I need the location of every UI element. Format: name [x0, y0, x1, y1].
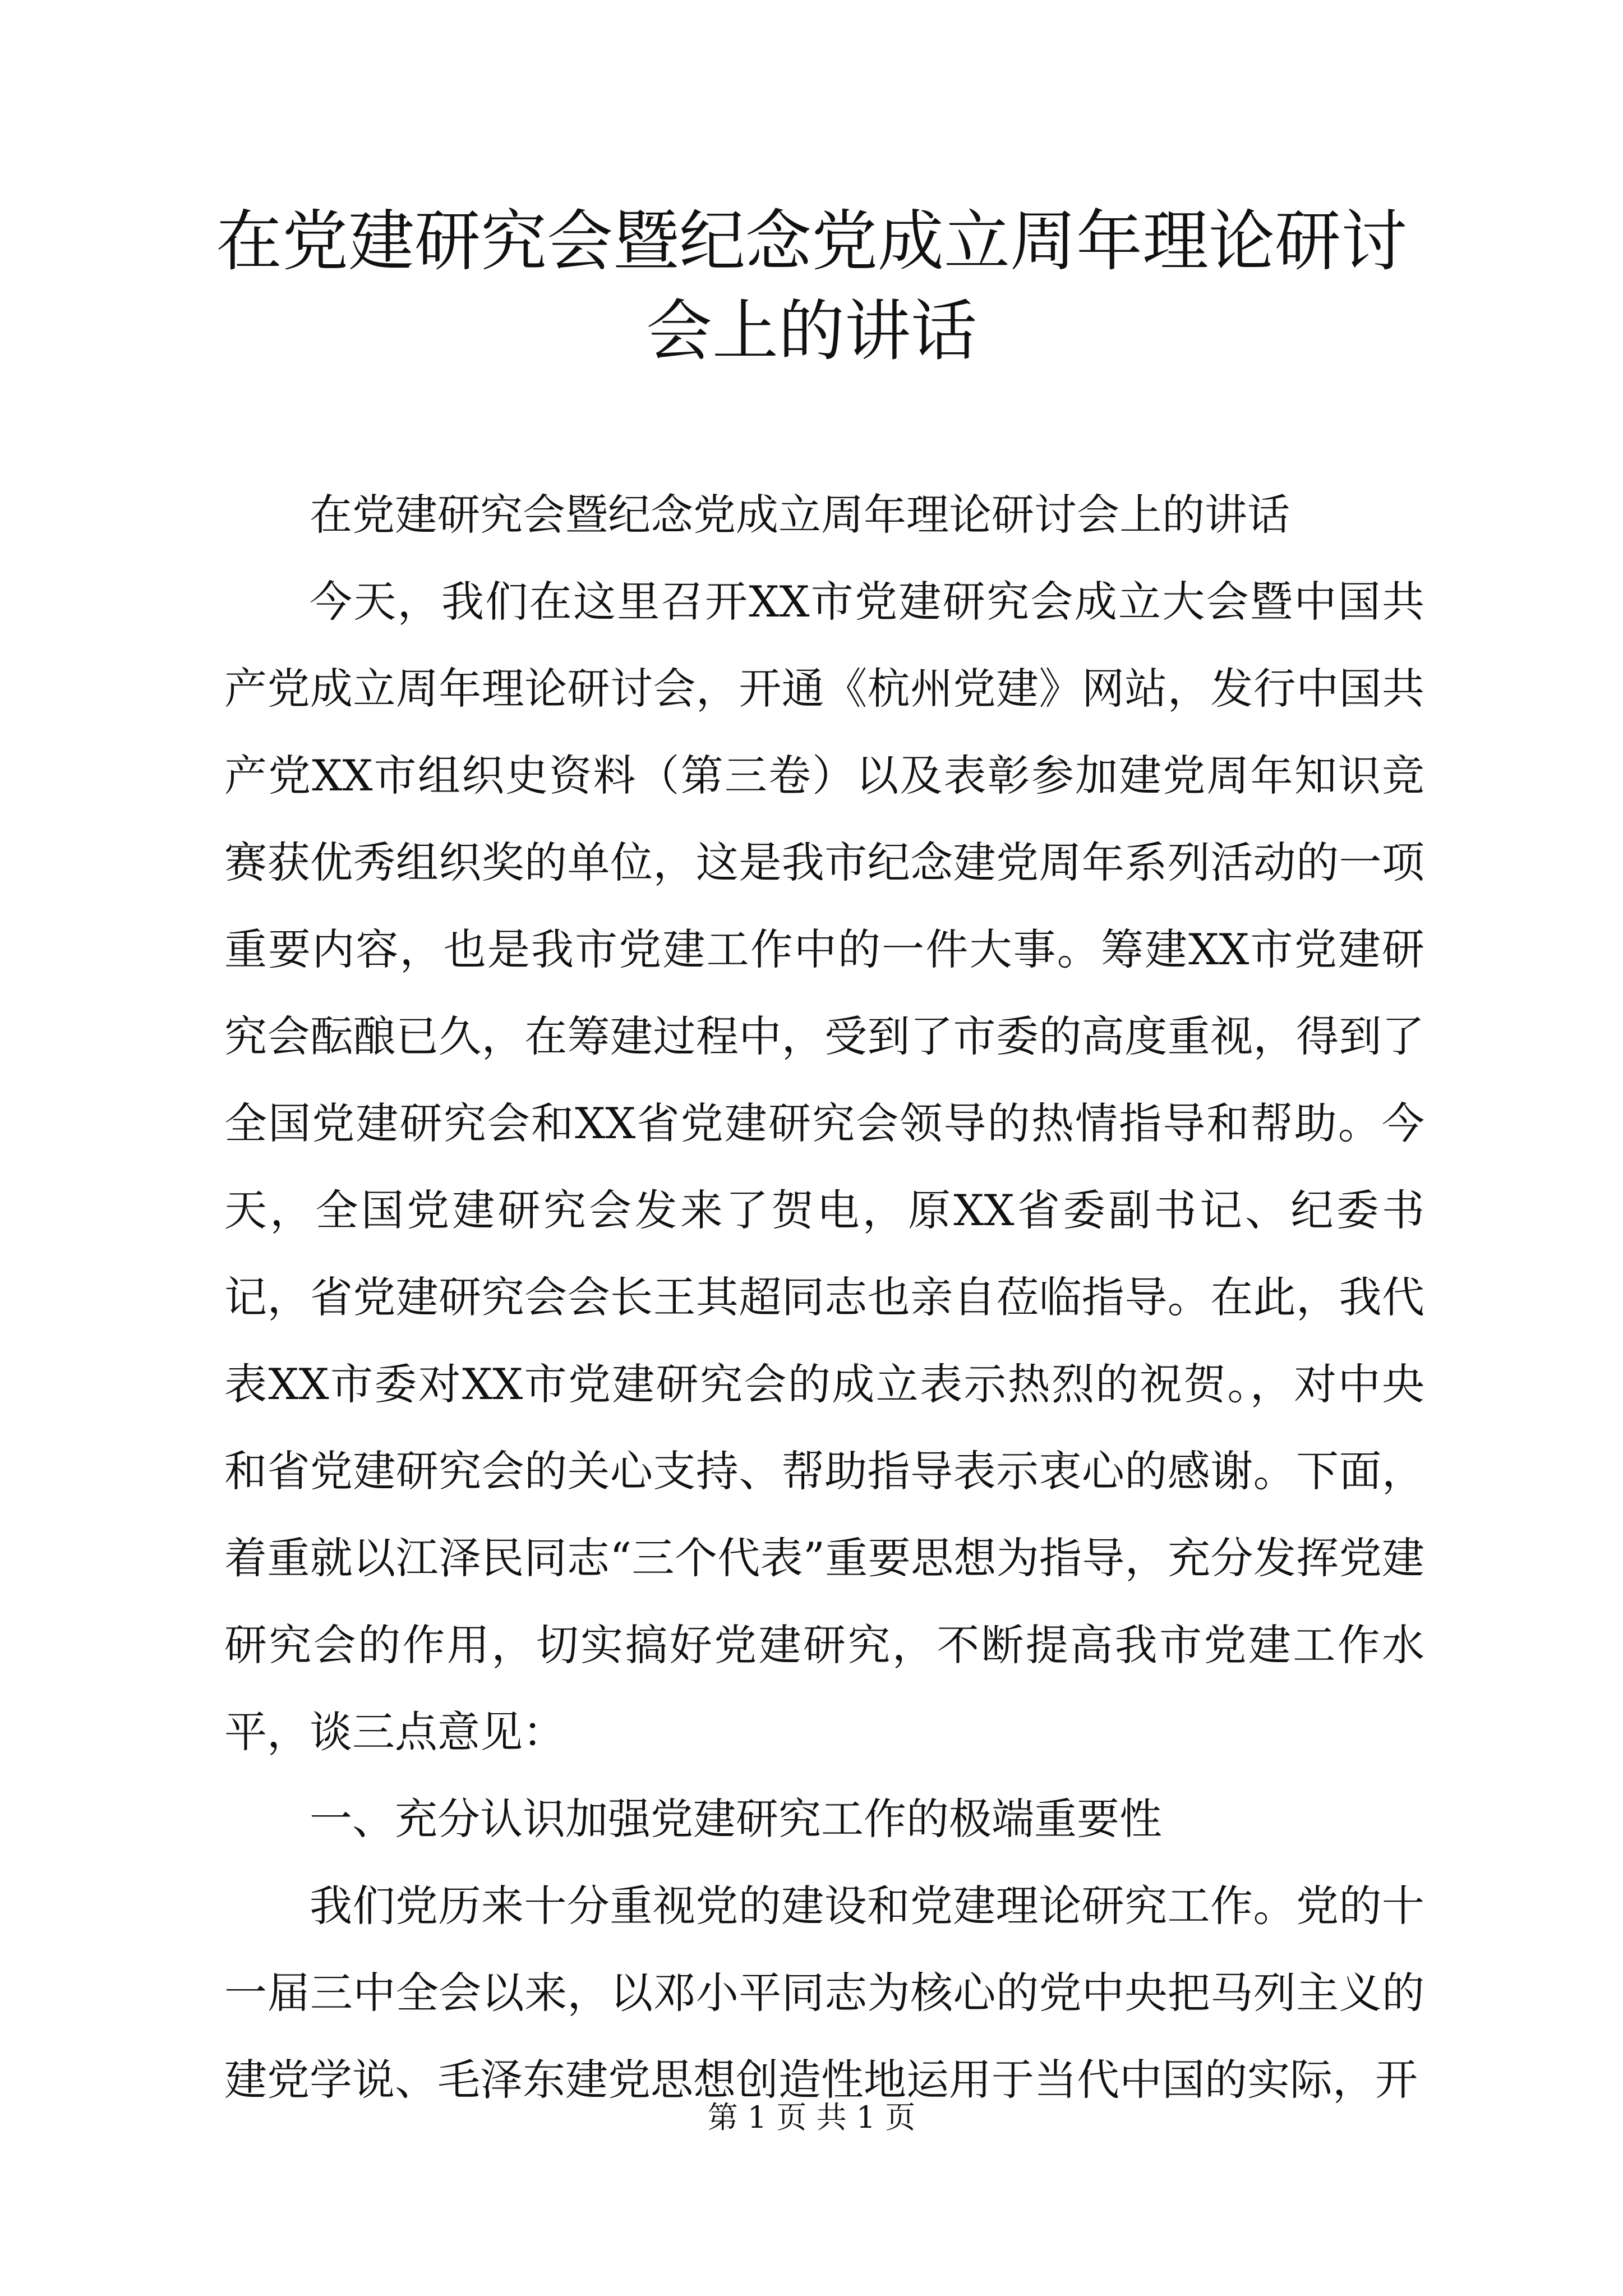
page-footer: 第 1 页 共 1 页: [707, 2100, 916, 2135]
section-heading: 一、充分认识加强党建研究工作的极端重要性: [310, 1794, 1162, 1844]
document-title: 在党建研究会暨纪念党成立周年理论研讨会上的讲话: [215, 203, 1407, 370]
opening-paragraph: 今天，我们在这里召开XX市党建研究会成立大会暨中国共产党成立周年理论研讨会，开通《杭州党建》网站，发行中国共产党XX市组织史资料（第三卷）以及表彰参加建党周年知识竞赛获优秀组织奖的单位，这是我市纪念建党周年系列活动的一项重要内容，也是我市党建工作中的一件大事。筹建XX市党建研究会酝酿已久，在筹建过程中，受到了市委的高度重视，得到了全国党建研究会和XX省党建研究会领导的热情指导和帮助。今天，全国党建研究会发来了贺电，原XX省委副书记、纪委书记，省党建研究会会长王其超同志也亲自莅临指导。在此，我代表XX市委对XX市党建研究会的成立表示热烈的祝贺。，对中央和省党建研究会的关心支持、帮助指导表示衷心的感谢。下面，着重就以江泽民同志“三个代表”重要思想为指导，充分发挥党建研究会的作用，切实搞好党建研究，不断提高我市党建工作水平，谈三点意见：: [224, 577, 1424, 1757]
section-paragraph: 我们党历来十分重视党的建设和党建理论研究工作。党的十一届三中全会以来，以邓小平同志为核心的党中央把马列主义的建党学说、毛泽东建党思想创造性地运用于当代中国的实际，开: [224, 1881, 1424, 2105]
subtitle-paragraph: 在党建研究会暨纪念党成立周年理论研讨会上的讲话: [310, 490, 1290, 540]
document-body: [224, 471, 1424, 2123]
